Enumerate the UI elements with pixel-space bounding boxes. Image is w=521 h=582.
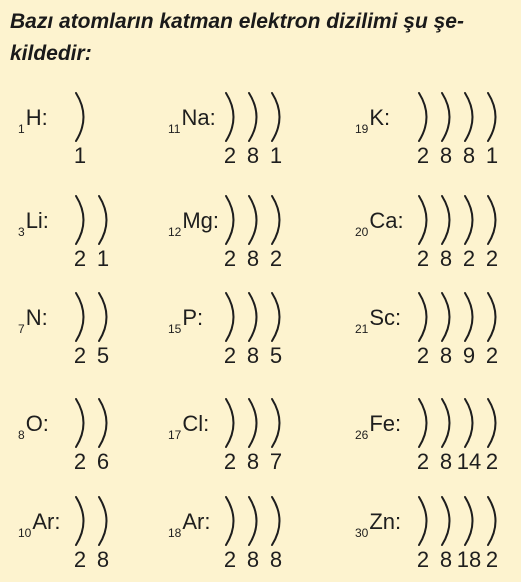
shell-arc [419,93,427,141]
symbol-text: Mg: [182,208,220,233]
shell-arc [272,497,280,545]
symbol-text: H: [25,105,48,130]
shell-arc [99,497,107,545]
symbol-text: Na: [181,105,216,130]
shell-arc [465,196,473,244]
shell-arc [465,93,473,141]
shell-electron-count: 1 [269,143,283,168]
shell-electron-count: 8 [246,343,260,368]
shell-electron-count: 8 [246,547,260,572]
shell-electron-count: 5 [96,343,110,368]
shell-arcs [168,193,307,249]
shell-arcs [168,494,307,550]
shell-electron-count: 2 [485,246,499,271]
shell-electron-count: 8 [439,343,453,368]
shell-electron-count: 8 [246,246,260,271]
heading-line-2: kildedir: [10,42,92,65]
symbol-text: Sc: [369,305,402,330]
shell-arcs [355,90,521,146]
atomic-number: 30 [355,526,369,540]
shell-arc [488,196,496,244]
shell-electron-count: 1 [73,143,87,168]
shell-arc [442,497,450,545]
shell-arc [488,497,496,545]
shell-electron-count: 2 [73,246,87,271]
shell-electron-count: 5 [269,343,283,368]
shell-arc [226,93,234,141]
symbol-text: Ar: [32,509,61,534]
shell-arc [76,196,84,244]
symbol-text: P: [182,305,204,330]
shell-electron-count: 8 [246,143,260,168]
shell-arc [465,497,473,545]
atomic-number: 20 [355,225,369,239]
shell-arc [272,399,280,447]
shell-arc [76,497,84,545]
shell-electron-count: 6 [96,449,110,474]
shell-electron-count: 8 [462,143,476,168]
shell-arc [442,93,450,141]
shell-arc [249,399,257,447]
shell-arc [419,196,427,244]
shell-electron-count: 2 [485,547,499,572]
shell-arc [99,399,107,447]
shell-electron-count: 8 [439,449,453,474]
shell-arc [488,93,496,141]
symbol-text: Li: [25,208,49,233]
shell-arc [272,93,280,141]
symbol-text: Ar: [182,509,211,534]
shell-arc [442,196,450,244]
shell-arc [488,293,496,341]
shell-arc [76,93,84,141]
shell-electron-count: 2 [269,246,283,271]
atomic-number: 8 [18,428,25,442]
atomic-number: 12 [168,225,182,239]
shell-arc [272,196,280,244]
shell-electron-count: 2 [73,343,87,368]
shell-electron-count: 2 [416,246,430,271]
shell-arcs [355,193,521,249]
atomic-number: 7 [18,322,25,336]
shell-electron-count: 8 [246,449,260,474]
shell-arc [272,293,280,341]
atomic-number: 10 [18,526,32,540]
shell-arc [249,497,257,545]
shell-arc [99,293,107,341]
shell-electron-count: 1 [485,143,499,168]
shell-electron-count: 2 [223,547,237,572]
shell-arcs [18,193,134,249]
shell-arcs [18,494,134,550]
shell-electron-count: 2 [223,143,237,168]
atomic-number: 26 [355,428,369,442]
shell-arc [226,293,234,341]
shell-arcs [355,290,521,346]
shell-arc [76,399,84,447]
shell-electron-count: 7 [269,449,283,474]
heading [10,6,515,70]
atomic-number: 15 [168,322,182,336]
shell-electron-count: 2 [416,143,430,168]
shell-arcs [18,290,134,346]
shell-electron-count: 2 [223,343,237,368]
shell-electron-count: 18 [456,547,482,572]
shell-electron-count: 2 [416,449,430,474]
atomic-number: 11 [168,122,181,136]
symbol-text: Cl: [182,411,210,436]
symbol-text: Ca: [369,208,404,233]
shell-electron-count: 2 [73,449,87,474]
shell-arcs [168,90,307,146]
shell-electron-count: 2 [73,547,87,572]
atomic-number: 18 [168,526,182,540]
shell-arcs [355,396,521,452]
shell-electron-count: 8 [96,547,110,572]
atomic-number: 1 [18,122,25,136]
shell-arc [249,293,257,341]
shell-electron-count: 8 [439,246,453,271]
shell-electron-count: 2 [485,343,499,368]
shell-arc [488,399,496,447]
shell-arcs [355,494,521,550]
atomic-number: 21 [355,322,369,336]
shell-arc [76,293,84,341]
shell-arc [226,497,234,545]
shell-electron-count: 8 [439,547,453,572]
shell-electron-count: 2 [223,246,237,271]
shell-arcs [18,396,134,452]
symbol-text: N: [25,305,48,330]
shell-electron-count: 8 [439,143,453,168]
symbol-text: K: [369,105,391,130]
shell-arc [249,196,257,244]
shell-arc [465,293,473,341]
shell-electron-count: 2 [462,246,476,271]
shell-arc [249,93,257,141]
shell-electron-count: 8 [269,547,283,572]
shell-arc [419,293,427,341]
symbol-text: Zn: [369,509,402,534]
symbol-text: Fe: [369,411,402,436]
shell-electron-count: 9 [462,343,476,368]
heading-line-1: Bazı atomların katman elektron dizilimi şu şe- [10,10,464,33]
shell-arcs [168,396,307,452]
shell-arc [442,399,450,447]
shell-arcs [18,90,111,146]
shell-arc [465,399,473,447]
shell-arc [419,399,427,447]
shell-electron-count: 1 [96,246,110,271]
shell-arcs [168,290,307,346]
shell-arc [226,399,234,447]
shell-arc [226,196,234,244]
symbol-text: O: [25,411,49,436]
atomic-number: 3 [18,225,25,239]
shell-electron-count: 2 [485,449,499,474]
shell-electron-count: 2 [223,449,237,474]
atomic-number: 17 [168,428,182,442]
shell-arc [442,293,450,341]
atomic-number: 19 [355,122,369,136]
shell-electron-count: 2 [416,343,430,368]
shell-arc [419,497,427,545]
shell-arc [99,196,107,244]
shell-electron-count: 14 [456,449,482,474]
shell-electron-count: 2 [416,547,430,572]
